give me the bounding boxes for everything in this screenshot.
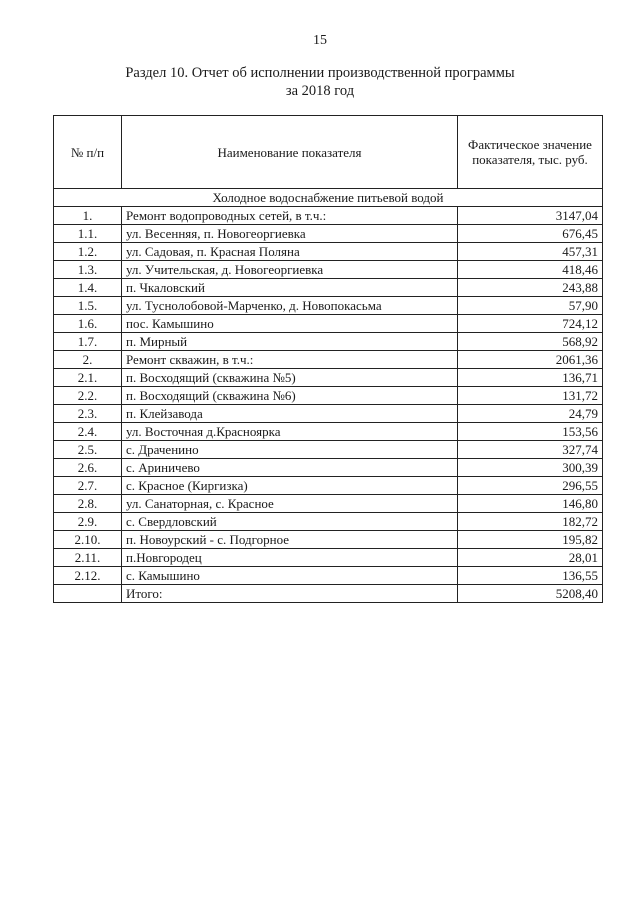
- table-row: [54, 387, 603, 405]
- row-value: 28,01: [458, 549, 603, 567]
- row-name: п. Новоурский - с. Подгорное: [122, 531, 458, 549]
- row-number: 2.9.: [54, 513, 122, 531]
- row-number: [54, 585, 122, 603]
- title-line-1: Раздел 10. Отчет об исполнении производственной программы: [125, 65, 515, 81]
- row-name: Итого:: [122, 585, 458, 603]
- row-number: 2.4.: [54, 423, 122, 441]
- row-number: 1.6.: [54, 315, 122, 333]
- row-value: 568,92: [458, 333, 603, 351]
- table-row: [54, 297, 603, 315]
- table-row: [54, 369, 603, 387]
- row-number: 2.7.: [54, 477, 122, 495]
- row-name: ул. Весенняя, п. Новогеоргиевка: [122, 225, 458, 243]
- row-number: 2.12.: [54, 567, 122, 585]
- table-row: [54, 567, 603, 585]
- row-value: 724,12: [458, 315, 603, 333]
- row-name: ул. Восточная д.Красноярка: [122, 423, 458, 441]
- row-value: 131,72: [458, 387, 603, 405]
- report-title: [0, 64, 640, 100]
- table-row: [54, 243, 603, 261]
- page-number: 15: [313, 33, 327, 48]
- table-row: [54, 261, 603, 279]
- table-row: [54, 531, 603, 549]
- row-value: 195,82: [458, 531, 603, 549]
- row-name: ул. Садовая, п. Красная Поляна: [122, 243, 458, 261]
- row-value: 2061,36: [458, 351, 603, 369]
- table-row: [54, 225, 603, 243]
- table-row: [54, 405, 603, 423]
- row-number: 2.5.: [54, 441, 122, 459]
- row-number: 1.2.: [54, 243, 122, 261]
- row-number: 2.3.: [54, 405, 122, 423]
- table-row: [54, 423, 603, 441]
- row-value: 243,88: [458, 279, 603, 297]
- table-row: [54, 351, 603, 369]
- row-name: с. Ариничево: [122, 459, 458, 477]
- section-row: [54, 189, 603, 207]
- row-value: 153,56: [458, 423, 603, 441]
- row-value: 3147,04: [458, 207, 603, 225]
- row-number: 1.7.: [54, 333, 122, 351]
- row-name: п. Восходящий (скважина №5): [122, 369, 458, 387]
- row-number: 1.5.: [54, 297, 122, 315]
- row-value: 300,39: [458, 459, 603, 477]
- row-value: 136,71: [458, 369, 603, 387]
- table-row: [54, 441, 603, 459]
- row-value: 457,31: [458, 243, 603, 261]
- table-row: [54, 513, 603, 531]
- table-row: [54, 333, 603, 351]
- row-name: п. Чкаловский: [122, 279, 458, 297]
- row-value: 146,80: [458, 495, 603, 513]
- row-value: 418,46: [458, 261, 603, 279]
- row-number: 1.4.: [54, 279, 122, 297]
- row-name: п.Новгородец: [122, 549, 458, 567]
- row-name: п. Восходящий (скважина №6): [122, 387, 458, 405]
- table-row: [54, 279, 603, 297]
- row-name: ул. Туснолобовой-Марченко, д. Новопокасьма: [122, 297, 458, 315]
- row-number: 2.1.: [54, 369, 122, 387]
- row-name: ул. Санаторная, с. Красное: [122, 495, 458, 513]
- header-row: [54, 116, 603, 189]
- row-name: п. Мирный: [122, 333, 458, 351]
- row-name: ул. Учительская, д. Новогеоргиевка: [122, 261, 458, 279]
- row-name: п. Клейзавода: [122, 405, 458, 423]
- row-name: Ремонт водопроводных сетей, в т.ч.:: [122, 207, 458, 225]
- row-value: 24,79: [458, 405, 603, 423]
- table-row: [54, 477, 603, 495]
- table-row: [54, 207, 603, 225]
- row-number: 2.8.: [54, 495, 122, 513]
- row-number: 2.11.: [54, 549, 122, 567]
- table-row: [54, 585, 603, 603]
- header-name: Наименование показателя: [122, 116, 458, 189]
- row-number: 2.10.: [54, 531, 122, 549]
- row-number: 1.: [54, 207, 122, 225]
- header-num: № п/п: [54, 116, 122, 189]
- table-row: [54, 459, 603, 477]
- row-value: 296,55: [458, 477, 603, 495]
- row-number: 2.6.: [54, 459, 122, 477]
- row-value: 182,72: [458, 513, 603, 531]
- row-name: с. Драченино: [122, 441, 458, 459]
- row-number: 1.1.: [54, 225, 122, 243]
- row-value: 136,55: [458, 567, 603, 585]
- row-value: 327,74: [458, 441, 603, 459]
- row-number: 1.3.: [54, 261, 122, 279]
- row-name: пос. Камышино: [122, 315, 458, 333]
- row-value: 676,45: [458, 225, 603, 243]
- row-name: с. Свердловский: [122, 513, 458, 531]
- title-line-2: за 2018 год: [285, 83, 355, 99]
- section-title: Холодное водоснабжение питьевой водой: [54, 189, 603, 207]
- row-number: 2.: [54, 351, 122, 369]
- row-number: 2.2.: [54, 387, 122, 405]
- row-name: с. Камышино: [122, 567, 458, 585]
- row-name: с. Красное (Киргизка): [122, 477, 458, 495]
- header-value: Фактическое значение показателя, тыс. руб.: [458, 116, 603, 189]
- row-value: 5208,40: [458, 585, 603, 603]
- table-row: [54, 549, 603, 567]
- table-row: [54, 495, 603, 513]
- table-row: [54, 315, 603, 333]
- row-name: Ремонт скважин, в т.ч.:: [122, 351, 458, 369]
- report-table: [53, 115, 603, 603]
- row-value: 57,90: [458, 297, 603, 315]
